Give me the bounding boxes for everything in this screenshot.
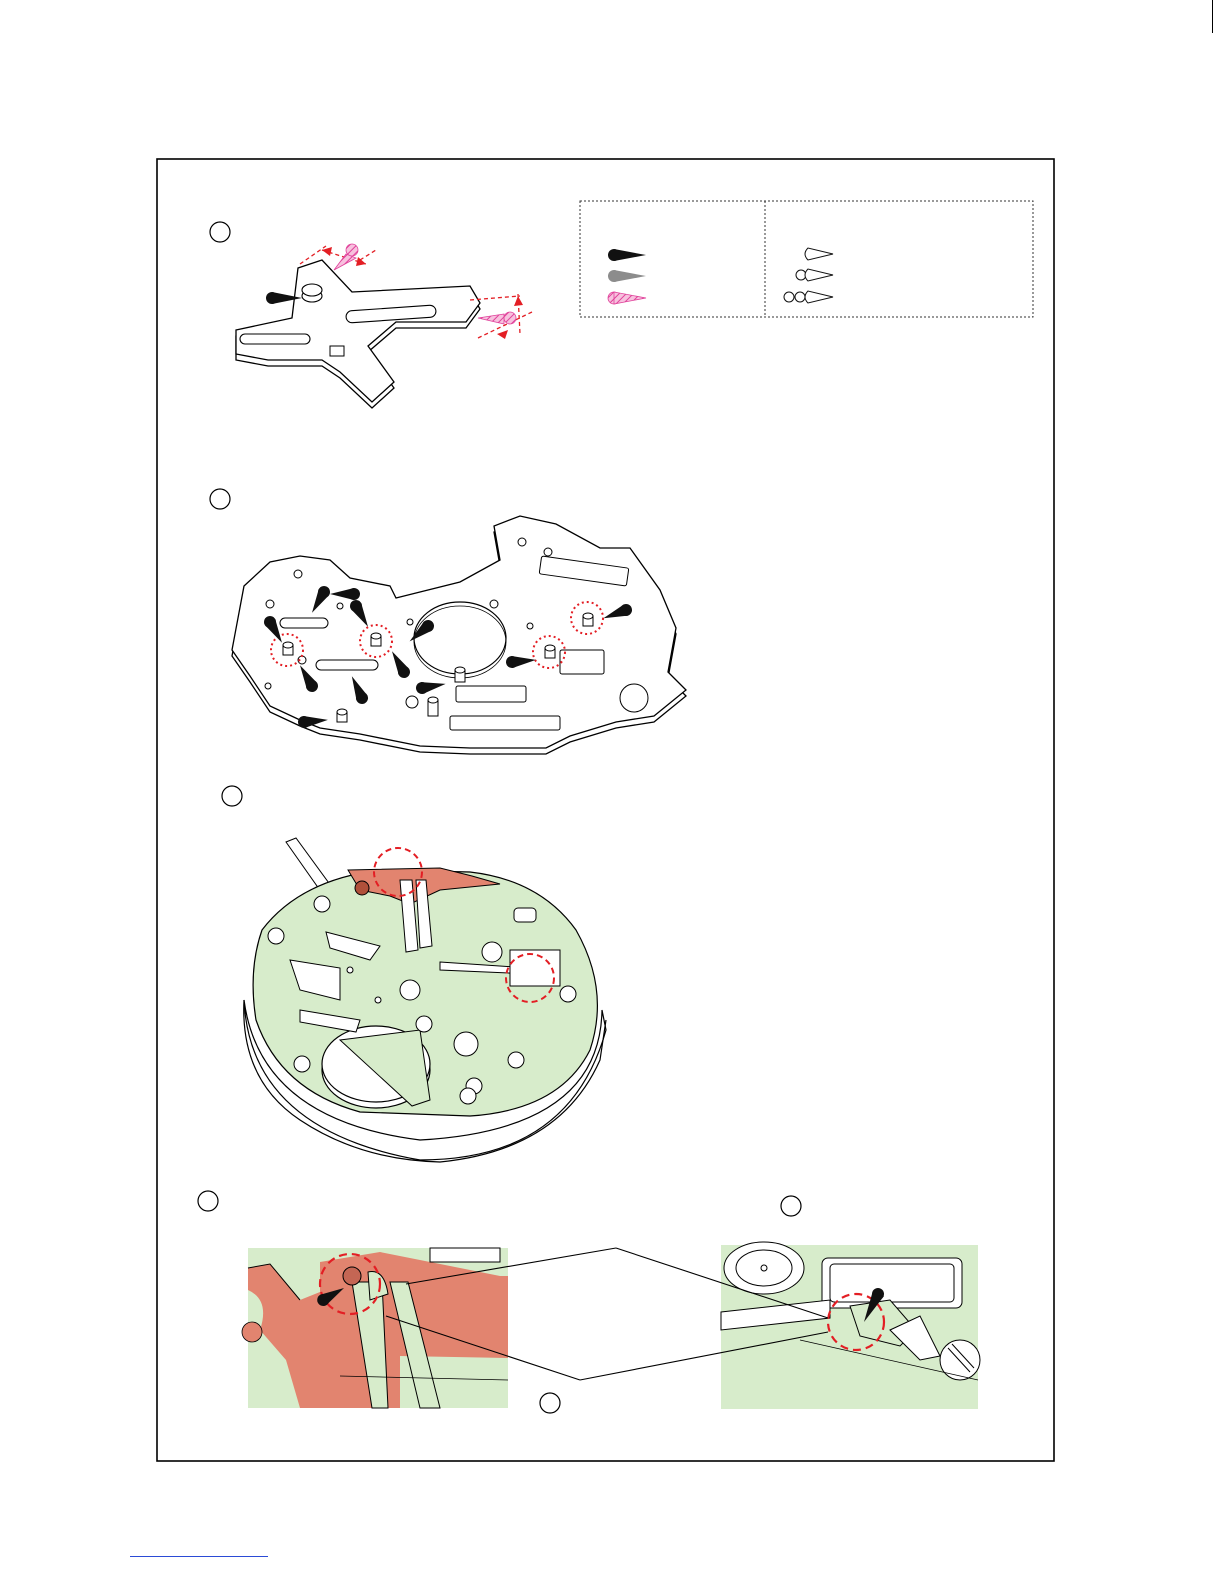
fig-6-marker [540, 1393, 560, 1413]
fig-5-marker [781, 1196, 801, 1216]
fig-1-marker [210, 222, 230, 242]
fig-2-marker [210, 489, 230, 509]
gray-oil-drop-icon [608, 270, 646, 282]
fig-5-detail-right [721, 1242, 980, 1409]
fig-2-main-plate [232, 516, 686, 754]
fig-4-marker [198, 1191, 218, 1211]
pink-hatched-oil-drop-icon [608, 292, 646, 304]
outline-drop-medium-icon [796, 269, 833, 281]
fig-1-plate-part [236, 244, 532, 408]
legend-box [580, 201, 1033, 317]
outline-drop-small-icon [805, 248, 833, 260]
fig-4-detail-left [242, 1248, 508, 1408]
fig-3-movement [244, 838, 606, 1162]
fig-3-marker [222, 786, 242, 806]
black-oil-drop-icon [608, 249, 646, 261]
outline-drop-large-icon [784, 291, 833, 303]
bottom-link-underline [130, 1556, 268, 1557]
